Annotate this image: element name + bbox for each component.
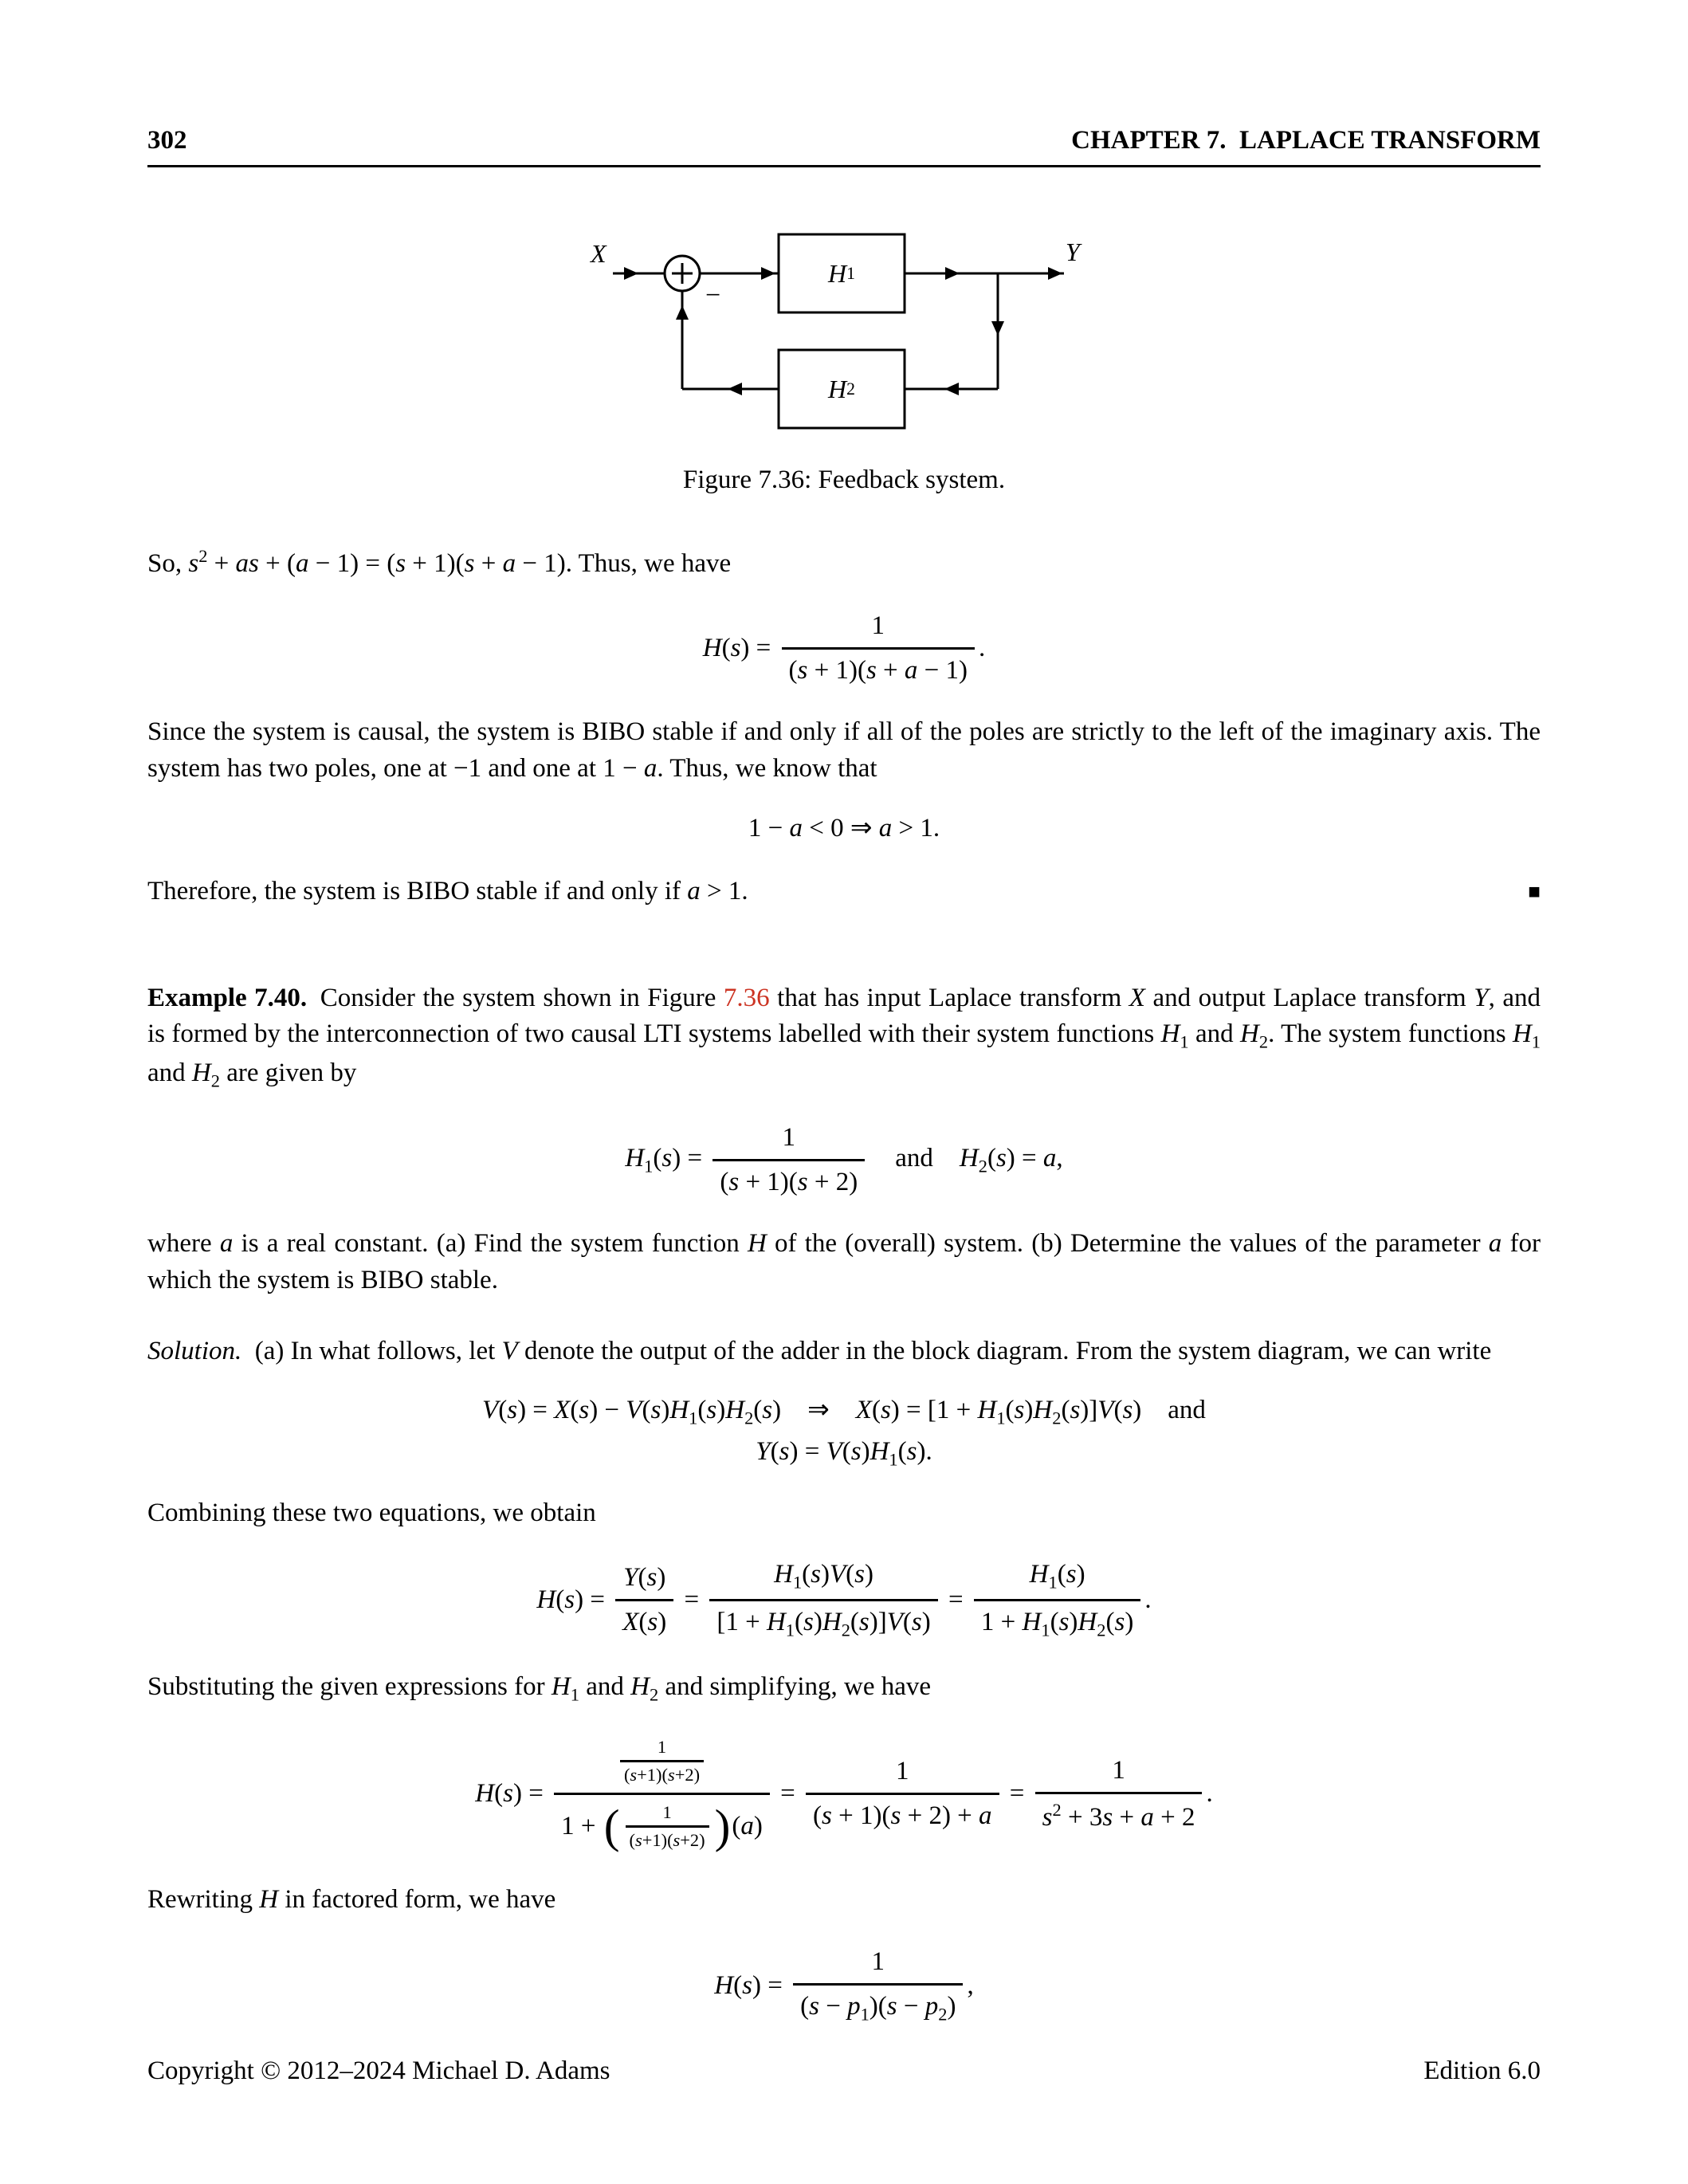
page-header — [147, 126, 1541, 167]
chapter-title: CHAPTER 7. LAPLACE TRANSFORM — [1071, 126, 1541, 155]
solution-text: (a) In what follows, let V denote the output of the adder in the block diagram. From the system diagram, we can write — [241, 1337, 1492, 1366]
feedback-block-diagram — [589, 230, 1099, 438]
page-number: 302 — [147, 126, 187, 155]
arrow-input — [624, 267, 638, 280]
paragraph-where-a: where a is a real constant. (a) Find the system function H of the (overall) system. (b) Determine the values of the parameter a for which the system is BIBO stable. — [147, 1229, 1541, 1294]
arrow-into-h1 — [761, 267, 775, 280]
arrow-feedback-up — [676, 305, 689, 320]
qed-square: ■ — [1528, 880, 1541, 904]
solution-label: Solution. — [147, 1337, 242, 1366]
paragraph-rewriting: Rewriting H in factored form, we have — [147, 1885, 556, 1915]
figure-caption: Figure 7.36: Feedback system. — [682, 465, 1006, 494]
paragraph-so-thus: So, $s^2$ + as + (a − 1) = (s + 1)(s + a − 1). Thus, we have — [147, 546, 732, 578]
h2-block-label: H 2 — [828, 374, 855, 403]
example-label: Example 7.40. — [147, 983, 308, 1012]
equation-h1-h2-given: $H_1(s)$ = $\frac{1}{(s + 1)(s + 2)}$ and $H_2(s) = a$, — [147, 1120, 1541, 1201]
equation-ys-vs: $Y(s) = V(s)H_1(s)$. — [756, 1437, 932, 1470]
equation-vs-xs: $V(s) = X(s) - V(s)H_1(s)H_2(s)$ ⇒ $X(s) = [1 + H_1(s)H_2(s)]V(s)$ and — [482, 1395, 1206, 1428]
page-footer — [147, 2056, 1541, 2086]
example-text-post: that has input Laplace transform X and output Laplace transform Y, and is formed by the interconnection of two causal LTI systems labelled with their system functions $H_1$ and $H_2$. The system functions $H_1$ and $H_2$ are given by — [147, 983, 1541, 1091]
equation-group-system — [147, 1394, 1541, 1471]
equation-hs-simplified: H(s) = $\frac{1}{(s+1)(s+2)}$ 1 + ( $\frac{1}{(s+1)(s+2)}$ ) (a) = $\frac{1}{(s + 1)(s + 2) + a}$ = $\frac{1}{s^2 + 3s + a + 2}$ . — [147, 1733, 1541, 1855]
output-signal-label: Y — [1066, 238, 1080, 266]
paragraph-since-causal: Since the system is causal, the system is BIBO stable if and only if all of the poles are strictly to the left of the imaginary axis. The system has two poles, one at −1 and one at 1 − a. Thus, we know that — [147, 717, 1541, 783]
h1-block-label: H 1 — [828, 258, 855, 288]
example-text-pre: Consider the system shown in Figure — [307, 983, 724, 1012]
figure-reference-link[interactable]: 7.36 — [723, 983, 770, 1012]
equation-hs-poles: H(s) = $\frac{1}{(s + 1)(s + a - 1)}$ . — [147, 608, 1541, 689]
footer-copyright: Copyright © 2012–2024 Michael D. Adams — [147, 2056, 610, 2085]
arrow-after-h1 — [945, 267, 960, 280]
figure-7-36 — [147, 230, 1541, 495]
minus-sign-label: − — [705, 281, 721, 310]
arrow-into-h2 — [944, 383, 959, 395]
equation-stability-condition: 1 − a < 0 ⇒ a > 1. — [748, 814, 940, 843]
arrow-to-output — [1048, 267, 1062, 280]
equation-hs-ratio: H(s) = $\frac{Y(s)}{X(s)}$ = $\frac{H_1(s)V(s)}{[1 + H_1(s)H_2(s)]V(s)}$ = $\frac{H_1(s)}{1 + H_1(s)H_2(s)}$ . — [147, 1557, 1541, 1643]
equation-hs-factored: H(s) = $\frac{1}{(s - p_1)(s - p_2)}$ , — [147, 1944, 1541, 2028]
arrow-branch-down — [991, 321, 1004, 336]
footer-edition: Edition 6.0 — [1423, 2056, 1541, 2085]
paragraph-therefore — [147, 874, 1541, 910]
paragraph-solution — [147, 1334, 1541, 1370]
paragraph-substituting: Substituting the given expressions for $H_1$ and $H_2$ and simplifying, we have — [147, 1671, 932, 1705]
input-signal-label: X — [591, 239, 607, 268]
arrow-feedback-left — [728, 383, 742, 395]
paragraph-combining: Combining these two equations, we obtain — [147, 1498, 596, 1527]
therefore-text: Therefore, the system is BIBO stable if and only if a > 1. — [147, 877, 748, 906]
paragraph-example-7-40 — [147, 980, 1541, 1094]
